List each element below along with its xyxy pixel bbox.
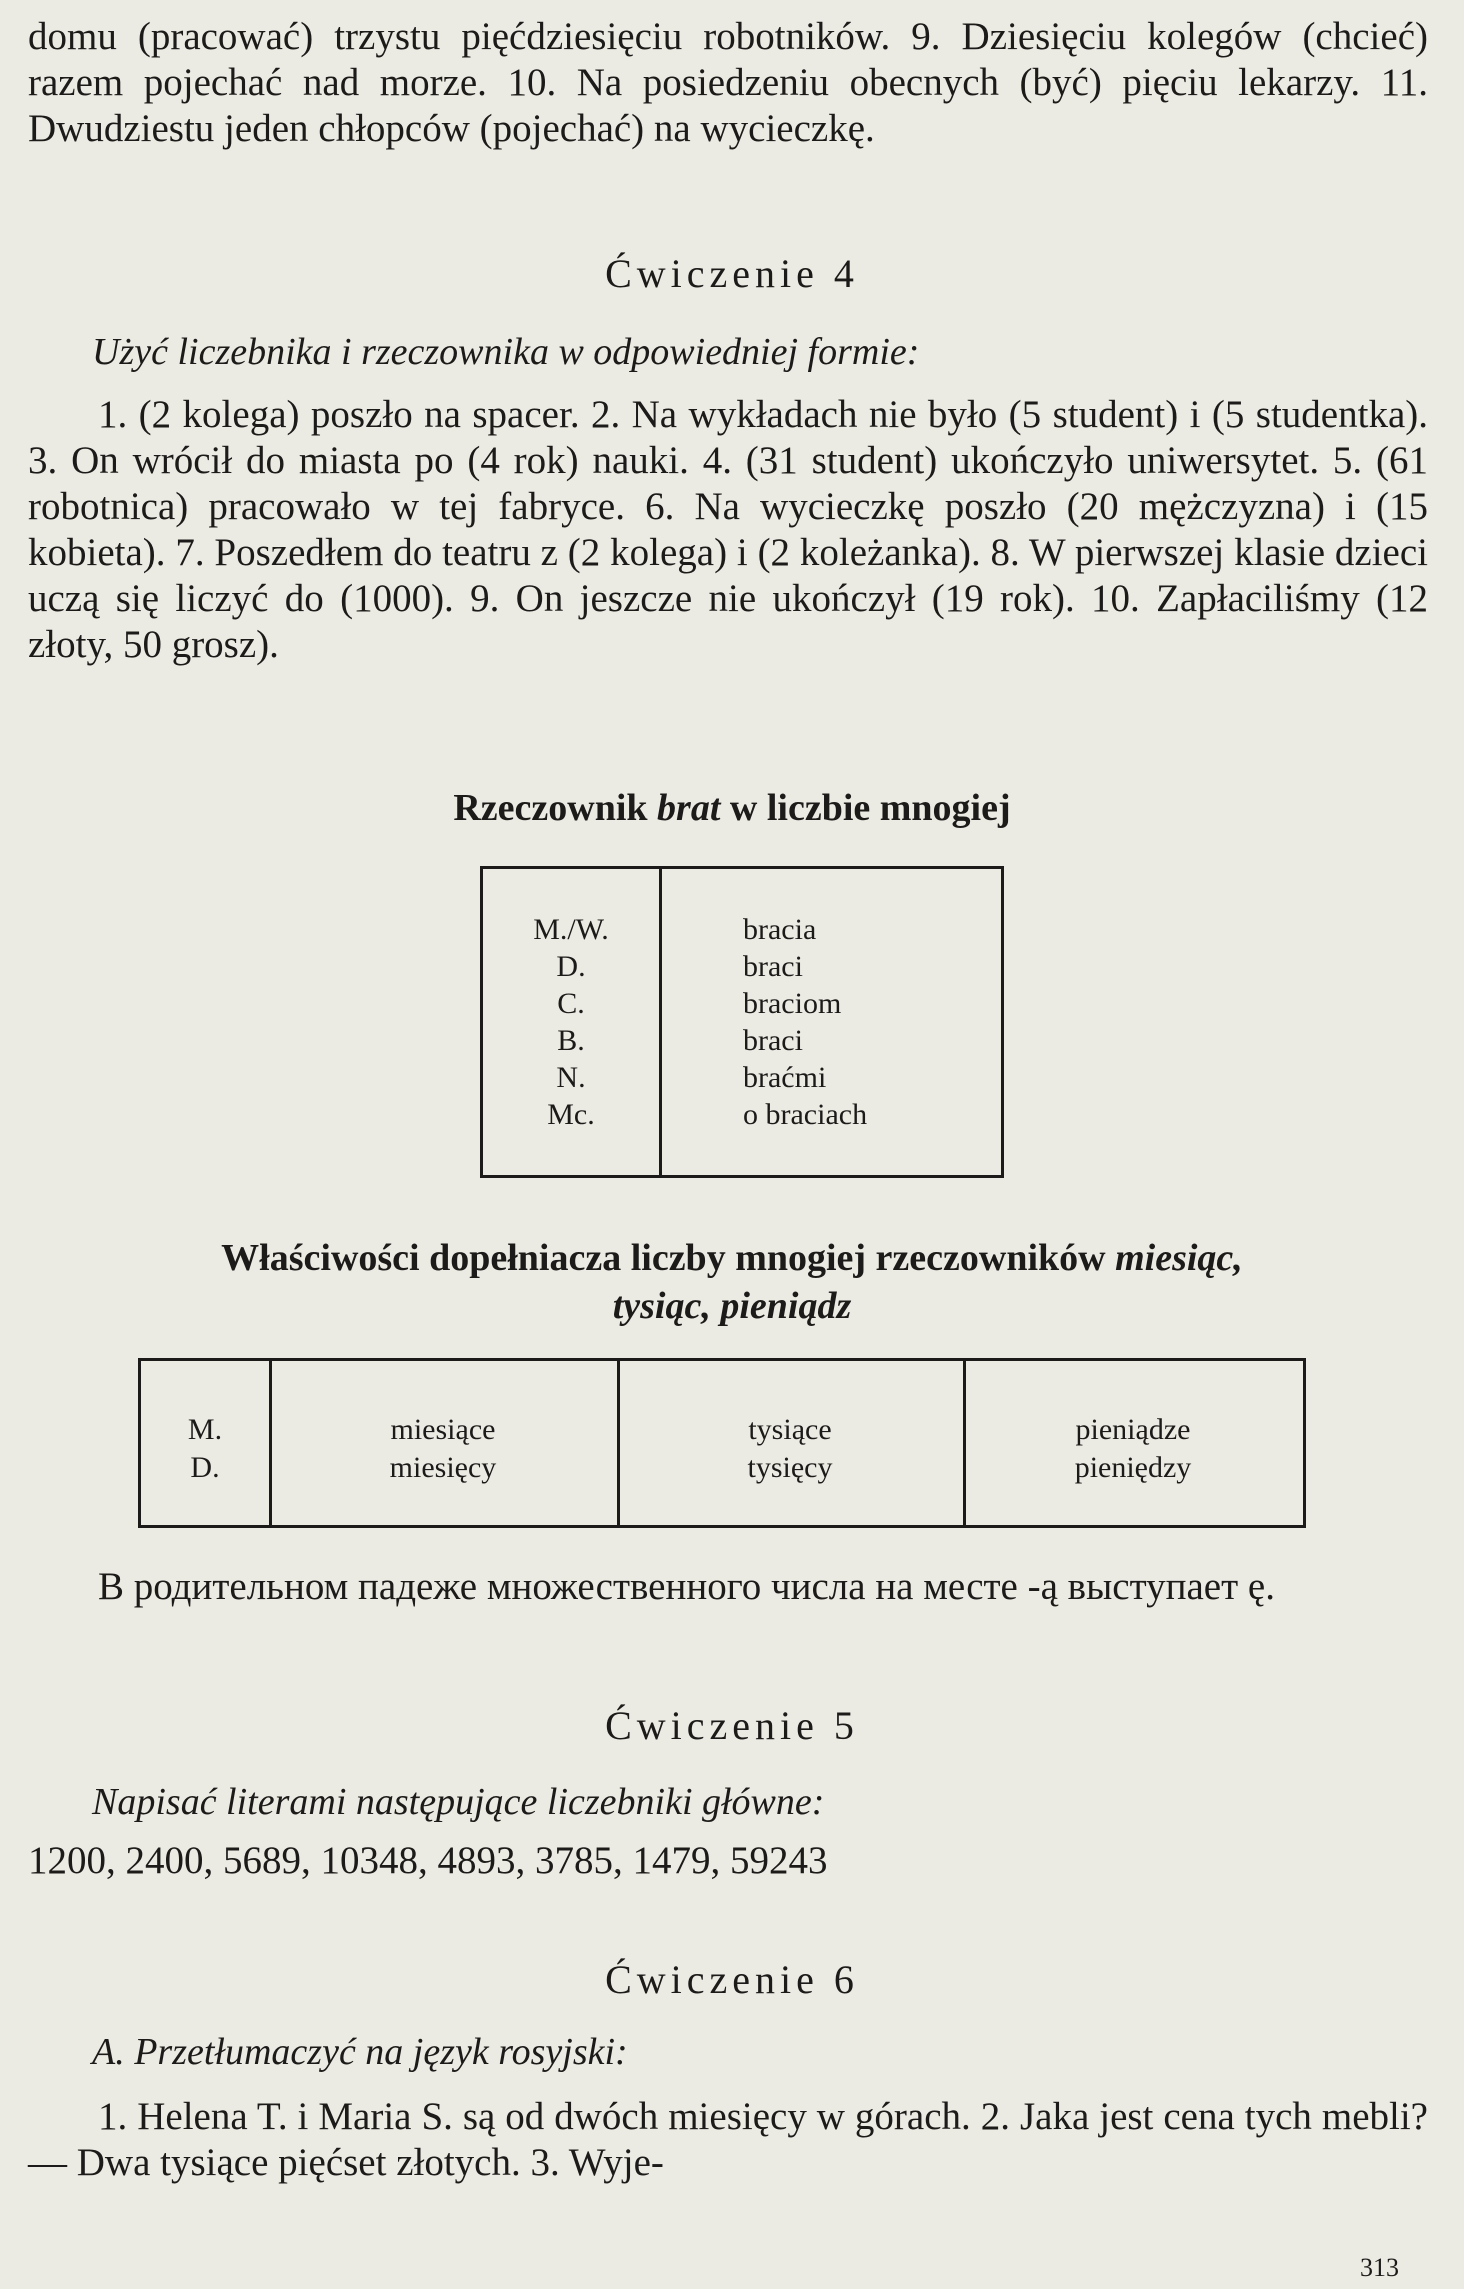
form-value: braćmi <box>743 1061 827 1094</box>
form-value: o braciach <box>743 1098 868 1131</box>
exercise-6-instruction: A. Przetłumaczyć na język rosyjski: <box>92 2031 628 2073</box>
brat-declension-table <box>480 866 1004 1178</box>
brat-title-suffix: w liczbie mnogiej <box>729 787 1011 829</box>
genitive-note: В родительном падеже множественного числа на месте -ą выступает ę. <box>98 1565 1275 1608</box>
brat-title-prefix: Rzeczownik <box>453 787 648 829</box>
exercise-6-heading: Ćwiczenie 6 <box>605 1957 859 2002</box>
case-label: B. <box>557 1024 585 1057</box>
case-column <box>483 911 659 1133</box>
pieniadz-cell <box>963 1411 1303 1487</box>
exercise-5-instruction: Napisać literami następujące liczebniki główne: <box>92 1781 825 1823</box>
genitive-title-line2: tysiąc, pieniądz <box>612 1285 852 1327</box>
exercise-5-heading: Ćwiczenie 5 <box>605 1703 859 1748</box>
form-value: pieniędzy <box>1074 1451 1192 1484</box>
form-value: bracia <box>743 913 817 946</box>
exercise-5-numbers: 1200, 2400, 5689, 10348, 4893, 3785, 1479, 59243 <box>28 1839 828 1882</box>
form-value: miesiące <box>390 1413 496 1446</box>
case-label: Mc. <box>547 1098 595 1131</box>
form-value: braci <box>743 1024 803 1057</box>
page-number: 313 <box>1360 2253 1399 2282</box>
case-label: M. <box>187 1413 223 1446</box>
form-value: tysiące <box>748 1413 832 1446</box>
tysiac-cell <box>617 1411 963 1487</box>
case-cell <box>141 1411 269 1487</box>
exercise-4-instruction: Użyć liczebnika i rzeczownika w odpowiedniej formie: <box>92 331 920 373</box>
form-value: miesięcy <box>389 1451 497 1484</box>
genitive-table <box>138 1358 1306 1528</box>
exercise-6-text: 1. Helena T. i Maria S. są od dwóch miesięcy w górach. 2. Jaka jest cena tych mebli? — Dwa tysiące pięćset złotych. 3. Wyje- <box>28 2095 1428 2184</box>
case-label: C. <box>557 987 585 1020</box>
case-label: N. <box>556 1061 586 1094</box>
exercise-4-text: 1. (2 kolega) poszło na spacer. 2. Na wykładach nie było (5 student) i (5 studentka). 3. On wrócił do miasta po (4 rok) nauki. 4. (31 student) ukończyło uniwersytet. 5. (61 robotnica) pracowało w tej fabryce. 6. Na wycieczkę poszło (20 mężczyzna) i (15 kobieta). 7. Poszedłem do teatru z (2 kolega) i (2 koleżanka). 8. W pierwszej klasie dzieci uczą się liczyć do (1000). 9. On jeszcze nie ukończył (19 rok). 10. Zapłaciliśmy (12 złoty, 50 grosz). <box>28 393 1428 666</box>
table-divider <box>659 869 662 1175</box>
form-column <box>743 911 867 1133</box>
form-value: tysięcy <box>747 1451 833 1484</box>
exercise-4-heading: Ćwiczenie 4 <box>605 251 859 296</box>
form-value: braciom <box>743 987 842 1020</box>
form-value: braci <box>743 950 803 983</box>
case-label: M./W. <box>533 913 609 946</box>
genitive-title-word: miesiąc, <box>1115 1237 1243 1279</box>
brat-section-title <box>0 784 1464 832</box>
genitive-section-title <box>0 1234 1464 1330</box>
miesiac-cell <box>269 1411 617 1487</box>
form-value: pieniądze <box>1075 1413 1191 1446</box>
case-label: D. <box>556 950 586 983</box>
genitive-title-prefix: Właściwości dopełniacza liczby mnogiej rzeczowników <box>221 1237 1106 1279</box>
intro-paragraph: domu (pracować) trzystu pięćdziesięciu robotników. 9. Dziesięciu kolegów (chcieć) razem pojechać nad morze. 10. Na posiedzeniu obecnych (być) pięciu lekarzy. 11. Dwudziestu jeden chłopców (pojechać) na wycieczkę. <box>28 15 1428 150</box>
case-label: D. <box>190 1451 220 1484</box>
brat-title-word: brat <box>657 787 721 829</box>
